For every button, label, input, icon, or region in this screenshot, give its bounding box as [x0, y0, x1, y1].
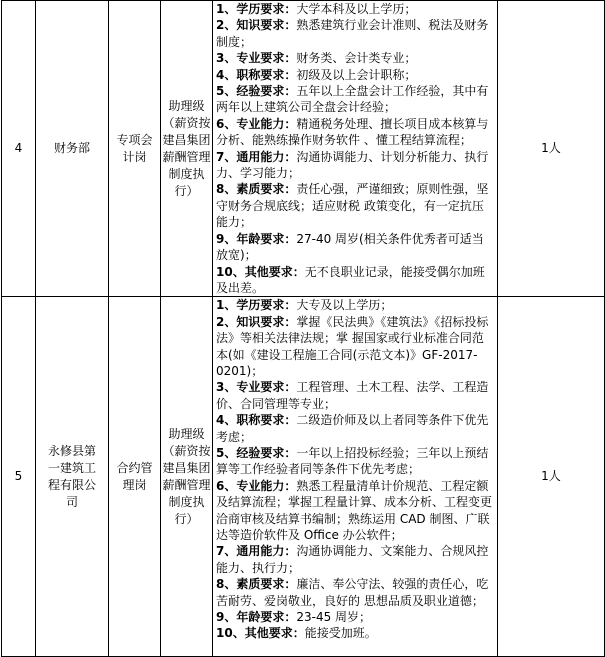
unit-name: 财务部	[36, 1, 109, 297]
table-row	[2, 1, 605, 297]
requirement-item: 9、年龄要求：23-45 周岁；	[216, 610, 372, 625]
requirement-item: 8、素质要求：廉洁、奉公守法、较强的责任心，吃苦耐劳、爱岗敬业，良好的 思想品质及职业道德；	[216, 577, 489, 608]
requirement-item: 3、专业要求：财务类、会计类专业；	[216, 51, 417, 66]
headcount: 1人	[498, 1, 605, 297]
headcount: 1人	[498, 297, 605, 657]
requirement-item: 4、职称要求：二级造价师及以上者同等条件下优先考虑；	[216, 413, 489, 444]
requirement-item: 1、学历要求：大专及以上学历；	[216, 298, 393, 313]
table-row	[2, 297, 605, 657]
requirements-cell	[213, 297, 498, 657]
requirement-item: 1、学历要求：大学本科及以上学历；	[216, 2, 417, 16]
requirement-item: 9、年龄要求：27-40 周岁(相关条件优秀者可适当放宽)；	[216, 231, 484, 263]
requirement-item: 7、通用能力：沟通协调能力、计划分析能力、执行力、学习能力；	[216, 149, 489, 181]
requirements-cell	[213, 1, 498, 297]
requirement-item: 6、专业能力：熟悉工程量清单计价规范、工程定额及结算流程；掌握工程量计算、成本分析、工程变更洽商审核及结算书编制；熟练运用 CAD 制图、广联 达等造价软件及 Office 办公软件；	[216, 478, 493, 542]
recruitment-table	[1, 0, 605, 657]
requirement-item: 4、职称要求：初级及以上会计职称；	[216, 67, 417, 82]
post-grade: 助理级（薪资按建昌集团薪酬管理制度执行）	[161, 1, 213, 297]
requirement-item: 10、其他要求：无不良职业记录，能接受偶尔加班及出差。	[216, 264, 485, 295]
requirement-item: 8、素质要求：责任心强，严谨细致；原则性强，坚守财务合规底线；适应财税 政策变化，有一定抗压能力；	[216, 182, 489, 230]
requirement-item: 10、其他要求：能接受加班。	[216, 626, 377, 641]
row-number: 4	[2, 1, 36, 297]
unit-name: 永修县第一建筑工程有限公司	[36, 297, 109, 657]
requirement-item: 7、通用能力：沟通协调能力、文案能力、合规风控能力、执行力；	[216, 544, 489, 575]
requirement-item: 5、经验要求：五年以上全盘会计工作经验，其中有两年以上建筑公司全盘会计经验；	[216, 84, 489, 115]
row-number: 5	[2, 297, 36, 657]
post-grade: 助理级（薪资按建昌集团薪酬管理制度执行）	[161, 297, 213, 657]
requirement-item: 6、专业能力：精通税务处理、擅长项目成本核算与分析、能熟练操作财务软件 、懂工程结算流程；	[216, 116, 489, 148]
requirement-item: 3、专业要求：工程管理、土木工程、法学、工程造价、合同管理等专业；	[216, 380, 489, 411]
requirement-item: 5、经验要求：一年以上招投标经验；三年以上预结算等工作经验者同等条件下优先考虑；	[216, 445, 489, 477]
post-name: 合约管理岗	[109, 297, 161, 657]
requirement-item: 2、知识要求：熟悉建筑行业会计准则、税法及财务制度；	[216, 18, 489, 49]
requirement-item: 2、知识要求：掌握《民法典》《建筑法》《招标投标法》等相关法律法规；掌 握国家或行业标准合同范本(如《建设工程施工合同(示范文本)》GF-2017-0201)；	[216, 314, 489, 378]
post-name: 专项会计岗	[109, 1, 161, 297]
